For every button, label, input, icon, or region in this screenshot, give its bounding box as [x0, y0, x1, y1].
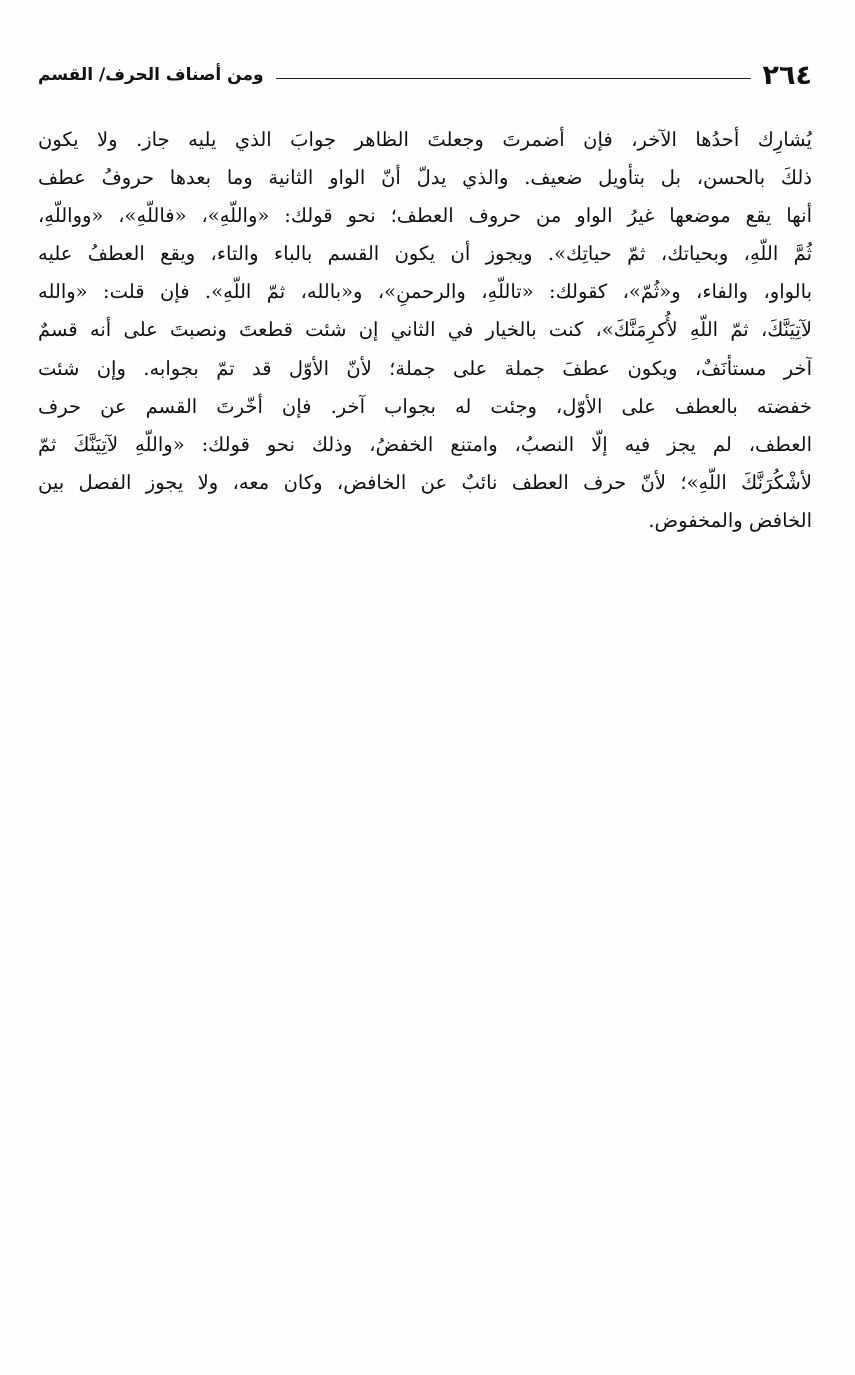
running-header: [38, 58, 812, 92]
text-line: يُشارِك أحدُها الآخر، فإن أضمرتَ وجعلتَ الظاهر جوابَ الذي يليه جاز. ولا يكون: [38, 128, 812, 151]
text-line: لآتِيَنَّكَ، ثمّ اللّهِ لأُكرِمَنَّكَ»، كنت بالخيار في الثاني إن شئت قطعتَ ونصبتَ على أنه قسمٌ: [38, 318, 812, 342]
text-line: بالواو، والفاء، و«ثُمّ»، كقولك: «تاللّهِ، والرحمنِ»، و«بالله، ثمّ اللّهِ». فإن قلت: «والله: [38, 280, 812, 304]
page-number: ٢٦٤: [762, 59, 812, 91]
text-line: ثُمَّ اللّهِ، وبحياتك، ثمّ حياتِك». ويجوز أن يكون القسم بالباء والتاء، ويقع العطفُ عليه: [38, 242, 812, 266]
text-line: الخافض والمخفوض.: [648, 508, 812, 532]
text-line: أنها يقع موضعها غيرُ الواو من حروف العطف؛ نحو قولك: «واللّهِ»، «فاللّهِ»، «وواللّهِ،: [38, 204, 812, 228]
body-text: [38, 121, 812, 540]
header-rule: [276, 78, 751, 79]
section-title: ومن أصناف الحرف/ القسم: [38, 65, 264, 85]
text-line: ذلكَ بالحسن، بل بتأويل ضعيف. والذي يدلّ أنّ الواو الثانية وما بعدها حروفُ عطف: [38, 166, 812, 190]
text-line: لأشْكُرَنَّكَ اللّهِ»؛ لأنّ حرف العطف نائبٌ عن الخافض، وكان معه، ولا يجوز الفصل بين: [38, 470, 812, 494]
text-line: العطف، لم يجز فيه إلّا النصبُ، وامتنع الخفضُ، وذلك نحو قولك: «واللّهِ لآتِيَنَّكَ ثمّ: [38, 432, 812, 456]
text-line: خفضته بالعطف على الأوّل، وجئت له بجواب آخر. فإن أخّرتَ القسم عن حرف: [38, 394, 812, 418]
text-line: آخر مستأنَفٌ، ويكون عطفَ جملة على جملة؛ لأنّ الأوّل قد تمّ بجوابه. وإن شئت: [38, 356, 812, 380]
